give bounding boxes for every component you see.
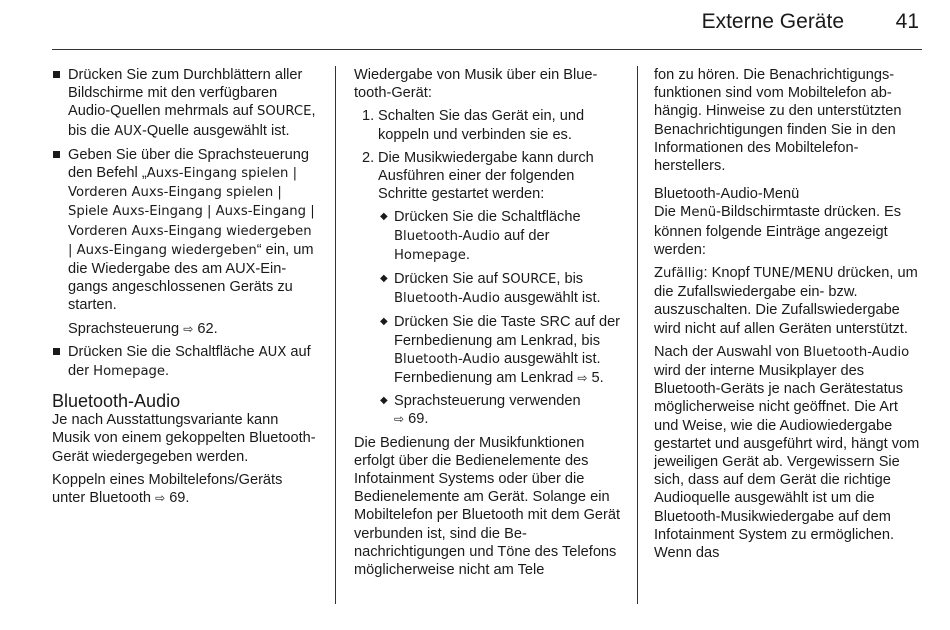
bullet-square-icon — [53, 71, 60, 78]
page-header — [0, 0, 950, 50]
diamond-bullet-icon: ◆ — [380, 395, 388, 407]
paragraph: Nach der Auswahl von Bluetooth-Audio wird der interne Musikplayer des Bluetooth-Geräts je nach Gerätestatus möglicherweise nicht geöffnet. Die Art und Weise, wie die Audiowiedergabe gestartet und ausgeführt wird, hängt vom jeweiligen Gerät ab. Vergewissern Sie sich, dass auf dem Gerät die richtige Audioquelle ausgewählt ist um die Bluetooth-Musikwiedergabe auf dem Infotainment System zu ermöglichen. Wenn das — [654, 343, 920, 562]
arrow-right-icon: ⇨ — [183, 321, 194, 336]
diamond-bullet-icon: ◆ — [380, 211, 388, 223]
ui-term: Bluetooth-Audio — [803, 344, 910, 360]
ui-term: AUX — [258, 344, 287, 360]
ui-term: Bluetooth-Audio — [394, 351, 500, 367]
header-title: Externe Geräte — [701, 10, 844, 33]
section-heading: Bluetooth-Audio — [52, 391, 181, 412]
ui-term: Bluetooth-Audio — [394, 228, 500, 244]
subsection-heading: Bluetooth-Audio-Menü — [654, 186, 800, 203]
ui-term: Homepage — [93, 364, 166, 380]
numbered-step: 2. Die Musikwiedergabe kann durch Ausführen einer der folgenden Schritte gestartet werden: — [362, 149, 594, 203]
paragraph: Je nach Ausstattungsvariante kann Musik von einem gekoppelten Bluetooth-Gerät wiedergegeben werden. — [52, 412, 316, 465]
ui-term: TUNE/MENU — [753, 266, 834, 282]
sub-bullet-item: ◆ Sprachsteuerung verwenden ⇨ 69. — [380, 393, 581, 428]
paragraph: fon zu hören. Die Benachrichtigungsfunktionen sind vom Mobiltelefon abhängig. Hinweise zu den unterstützten Benachrichtigungen finden Sie in den Informationen des Mobiltelefonherstellers. — [654, 67, 902, 175]
step-number: 1. — [362, 108, 375, 125]
column-3 — [654, 66, 922, 567]
paragraph: Die Bedienung der Musikfunktionen erfolgt über die Bedienelemente des Infotainment Systems oder über die Bedienelemente am Gerät. Solange ein Mobiltelefon per Bluetooth mit dem Gerät verbunden ist, sind die Benachrichtigungen und Töne des Telefons möglicherweise nicht am Tele — [354, 434, 621, 579]
cross-reference: Sprachsteuerung ⇨ 62. — [68, 320, 218, 337]
diamond-bullet-icon: ◆ — [380, 316, 388, 328]
numbered-step: 1. Schalten Sie das Gerät ein, und koppeln und verbinden sie es. — [362, 108, 585, 143]
header-divider — [52, 49, 922, 50]
arrow-right-icon: ⇨ — [394, 412, 405, 427]
column-1 — [52, 66, 318, 512]
bullet-square-icon — [53, 151, 60, 158]
bullet-item: Drücken Sie die Schaltfläche AUX auf der Homepage. — [52, 343, 318, 381]
sub-bullet-item: ◆ Drücken Sie auf SOURCE, bis Bluetooth-Audio ausgewählt ist. — [380, 271, 601, 307]
column-2 — [354, 66, 622, 584]
ui-term: SOURCE — [257, 104, 312, 120]
ui-term: Menü — [679, 205, 717, 221]
page-number: 41 — [895, 10, 919, 33]
paragraph: Die Menü-Bildschirmtaste drücken. Es können folgende Einträge angezeigt werden: — [654, 204, 902, 258]
sub-bullet-item: ◆ Drücken Sie die Schaltfläche Bluetooth-Audio auf der Homepage. — [380, 209, 581, 263]
ui-term: Homepage — [394, 247, 466, 263]
paragraph: Wiedergabe von Musik über ein Bluetooth-Gerät: — [354, 67, 598, 102]
arrow-right-icon: ⇨ — [155, 491, 166, 506]
ui-term: AUX — [114, 123, 142, 139]
step-number: 2. — [362, 149, 375, 166]
ui-term: Auxs-Eingang spielen | Vorderen Auxs-Eingang spielen | Spiele Auxs-Eingang | Auxs-Eingang | Vorderen Auxs-Eingang wiedergeben | Auxs-Eingang wiedergeben — [68, 166, 315, 258]
paragraph: Koppeln eines Mobiltelefons/Geräts unter Bluetooth ⇨ 69. — [52, 471, 283, 507]
ui-term: Bluetooth-Audio — [394, 291, 500, 307]
arrow-right-icon: ⇨ — [577, 371, 588, 386]
diamond-bullet-icon: ◆ — [380, 273, 388, 285]
sub-bullet-item: ◆ Drücken Sie die Taste SRC auf der Fernbedienung am Lenkrad, bis Bluetooth-Audio ausgewählt ist. Fernbedienung am Lenkrad ⇨ 5. — [380, 314, 621, 387]
column-divider — [335, 66, 336, 604]
bullet-item: Drücken Sie zum Durchblättern aller Bildschirme mit den verfügbaren Audio-Quellen mehrmals auf SOURCE, bis die AUX-Quelle ausgewählt ist. — [52, 66, 318, 141]
column-divider — [637, 66, 638, 604]
ui-term: Zufällig — [654, 266, 704, 282]
paragraph: Zufällig: Knopf TUNE/MENU drücken, um die Zufallswiedergabe ein- bzw. auszuschalten. Die Zufallswiedergabe wird nicht auf allen Geräten unterstützt. — [654, 265, 918, 337]
ui-term: SOURCE — [501, 272, 557, 288]
bullet-item: Geben Sie über die Sprachsteuerung den Befehl „Auxs-Eingang spielen | Vorderen Auxs-Eingang spielen | Spiele Auxs-Eingang | Auxs-Eingang | Vorderen Auxs-Eingang wiedergeben | Auxs-Eingang wiedergeben“ ein, um die Wiedergabe des am AUX-Eingangs angeschlossenen Geräts zu starten. — [52, 146, 318, 315]
bullet-square-icon — [53, 348, 60, 355]
